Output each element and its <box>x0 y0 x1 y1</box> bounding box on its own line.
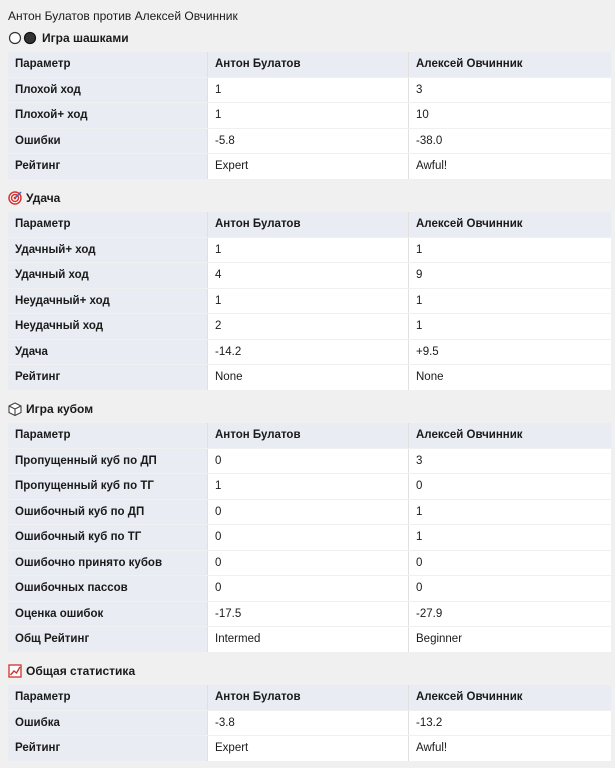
section-title: Удача <box>26 191 61 205</box>
row-label: Оценка ошибок <box>8 602 208 627</box>
table-row <box>8 474 611 499</box>
table-row <box>8 238 611 263</box>
player1-value: -14.2 <box>208 340 409 365</box>
column-header-player1: Антон Булатов <box>208 212 409 237</box>
column-header-param: Параметр <box>8 52 208 77</box>
table-row <box>8 340 611 365</box>
row-label: Ошибочно принято кубов <box>8 551 208 576</box>
section-header-overall <box>8 663 135 679</box>
table-row <box>8 525 611 550</box>
column-header-player1: Антон Булатов <box>208 52 409 77</box>
player2-value: -38.0 <box>409 129 611 154</box>
column-header-param: Параметр <box>8 212 208 237</box>
player1-value: 1 <box>208 474 409 499</box>
player1-value: 4 <box>208 263 409 288</box>
player1-value: -3.8 <box>208 711 409 736</box>
table-row <box>8 736 611 761</box>
row-label: Рейтинг <box>8 736 208 761</box>
column-header-player2: Алексей Овчинник <box>409 685 611 710</box>
checker-play-table <box>8 51 611 180</box>
row-label: Ошибки <box>8 129 208 154</box>
player2-value: Beginner <box>409 627 611 652</box>
checkers-icon <box>8 31 38 45</box>
player1-value: 0 <box>208 551 409 576</box>
row-label: Ошибка <box>8 711 208 736</box>
table-row <box>8 365 611 390</box>
player2-value: -13.2 <box>409 711 611 736</box>
player1-value: Expert <box>208 154 409 179</box>
player1-value: None <box>208 365 409 390</box>
table-row <box>8 627 611 652</box>
cube-icon <box>8 402 22 416</box>
table-row <box>8 154 611 179</box>
table-row <box>8 449 611 474</box>
row-label: Ошибочных пассов <box>8 576 208 601</box>
table-row <box>8 129 611 154</box>
table-header-row <box>8 212 611 237</box>
table-row <box>8 576 611 601</box>
player2-value: None <box>409 365 611 390</box>
player2-value: 1 <box>409 500 611 525</box>
player1-value: Expert <box>208 736 409 761</box>
section-header-luck <box>8 190 60 206</box>
row-label: Пропущенный куб по ТГ <box>8 474 208 499</box>
luck-table <box>8 211 611 391</box>
section-header-cube-play <box>8 401 93 417</box>
player2-value: 3 <box>409 78 611 103</box>
target-icon <box>8 191 22 205</box>
player1-value: 1 <box>208 78 409 103</box>
row-label: Ошибочный куб по ТГ <box>8 525 208 550</box>
player1-value: -5.8 <box>208 129 409 154</box>
table-row <box>8 602 611 627</box>
row-label: Ошибочный куб по ДП <box>8 500 208 525</box>
row-label: Рейтинг <box>8 154 208 179</box>
player1-value: 0 <box>208 576 409 601</box>
cube-play-table <box>8 422 611 653</box>
player1-value: 0 <box>208 500 409 525</box>
player1-value: 0 <box>208 449 409 474</box>
player1-value: 1 <box>208 289 409 314</box>
player2-value: 1 <box>409 289 611 314</box>
player2-value: 0 <box>409 551 611 576</box>
column-header-player2: Алексей Овчинник <box>409 52 611 77</box>
column-header-param: Параметр <box>8 685 208 710</box>
chart-icon <box>8 664 22 678</box>
row-label: Плохой ход <box>8 78 208 103</box>
column-header-player2: Алексей Овчинник <box>409 423 611 448</box>
player2-value: 9 <box>409 263 611 288</box>
row-label: Удача <box>8 340 208 365</box>
player2-value: 10 <box>409 103 611 128</box>
player2-value: 3 <box>409 449 611 474</box>
player1-value: Intermed <box>208 627 409 652</box>
player2-value: Awful! <box>409 736 611 761</box>
player1-value: 2 <box>208 314 409 339</box>
player1-value: 1 <box>208 238 409 263</box>
row-label: Общ Рейтинг <box>8 627 208 652</box>
row-label: Рейтинг <box>8 365 208 390</box>
table-header-row <box>8 685 611 710</box>
row-label: Плохой+ ход <box>8 103 208 128</box>
table-row <box>8 551 611 576</box>
player2-value: +9.5 <box>409 340 611 365</box>
table-row <box>8 103 611 128</box>
table-header-row <box>8 423 611 448</box>
table-row <box>8 500 611 525</box>
player2-value: -27.9 <box>409 602 611 627</box>
column-header-player1: Антон Булатов <box>208 423 409 448</box>
section-title: Игра кубом <box>26 402 94 416</box>
table-row <box>8 263 611 288</box>
row-label: Неудачный+ ход <box>8 289 208 314</box>
player1-value: -17.5 <box>208 602 409 627</box>
overall-table <box>8 684 611 762</box>
table-row <box>8 289 611 314</box>
player1-value: 1 <box>208 103 409 128</box>
player2-value: 1 <box>409 314 611 339</box>
table-header-row <box>8 52 611 77</box>
window-title: Антон Булатов против Алексей Овчинник <box>8 9 238 23</box>
table-row <box>8 711 611 736</box>
player2-value: Awful! <box>409 154 611 179</box>
row-label: Пропущенный куб по ДП <box>8 449 208 474</box>
row-label: Удачный ход <box>8 263 208 288</box>
section-title: Игра шашками <box>42 31 129 45</box>
player2-value: 0 <box>409 576 611 601</box>
column-header-player2: Алексей Овчинник <box>409 212 611 237</box>
table-row <box>8 78 611 103</box>
player1-value: 0 <box>208 525 409 550</box>
column-header-player1: Антон Булатов <box>208 685 409 710</box>
section-title: Общая статистика <box>26 664 136 678</box>
player2-value: 0 <box>409 474 611 499</box>
row-label: Удачный+ ход <box>8 238 208 263</box>
column-header-param: Параметр <box>8 423 208 448</box>
table-row <box>8 314 611 339</box>
row-label: Неудачный ход <box>8 314 208 339</box>
player2-value: 1 <box>409 238 611 263</box>
section-header-checker-play <box>8 30 129 46</box>
player2-value: 1 <box>409 525 611 550</box>
